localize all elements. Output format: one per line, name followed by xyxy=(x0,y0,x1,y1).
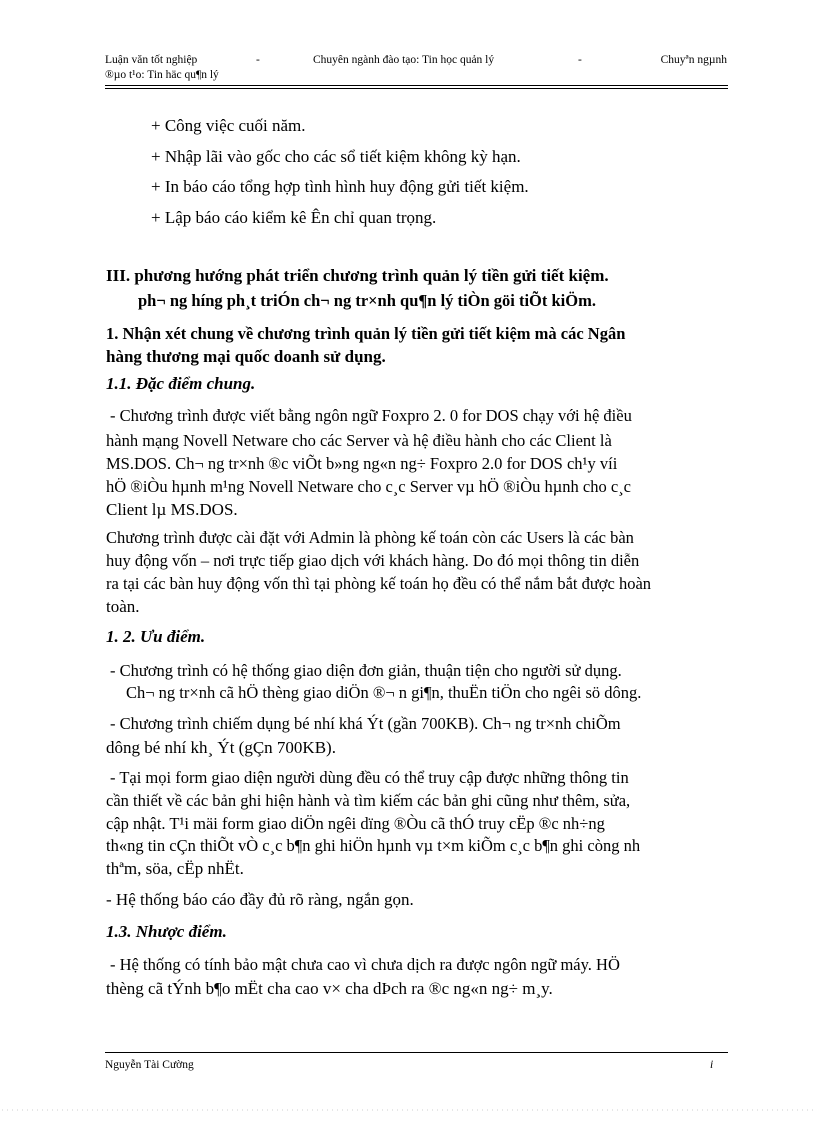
paragraph-line: - Tại mọi form giao diện người dùng đều có thể truy cập được những thông tin xyxy=(110,768,629,787)
paragraph-line: th«ng tin cÇn thiÕt vÒ c¸c b¶n ghi hiÖn hµnh vµ t×m kiÕm c¸c b¶n ghi còng nh xyxy=(106,836,641,855)
paragraph-line: thèng cã tÝnh b¶o mËt cha cao v× cha dÞch ra ®c ng«n ng÷ m¸y. xyxy=(106,979,553,998)
header-rule xyxy=(105,85,728,86)
paragraph-line: cần thiết về các bản ghi hiện hành và tìm kiếm các bản ghi cũng như thêm, sửa, xyxy=(106,791,631,810)
paragraph-line: - Chương trình có hệ thống giao diện đơn giản, thuận tiện cho người sử dụng. xyxy=(110,661,622,680)
section-heading-garbled: ph¬ ng híng ph¸t triÓn ch¬ ng tr×nh qu¶n lý tiÒn göi tiÕt kiÖm. xyxy=(138,291,596,310)
paragraph-line: hành mạng Novell Netware cho các Server và hệ điều hành cho các Client là xyxy=(106,431,612,450)
paragraph-line: - Chương trình chiếm dụng bé nhí khá Ýt (gần 700KB). Ch¬ ng tr×nh chiÕm xyxy=(110,714,621,733)
section-heading: III. phương hướng phát triển chương trình quản lý tiền gửi tiết kiệm. xyxy=(106,266,609,285)
paragraph-line: MS.DOS. Ch¬ ng tr×nh ®c viÕt b»ng ng«n ng÷ Foxpro 2.0 for DOS ch¹y víi xyxy=(106,454,618,473)
paragraph-line: Ch¬ ng tr×nh cã hÖ thèng giao diÖn ®¬ n gi¶n, thuËn tiÖn cho ngêi sö dông. xyxy=(126,683,642,702)
paragraph-line: thªm, söa, cËp nhËt. xyxy=(106,859,244,878)
footer-author: Nguyễn Tài Cường xyxy=(105,1059,194,1071)
list-item: + In báo cáo tổng hợp tình hình huy động gửi tiết kiệm. xyxy=(151,177,529,196)
subsection-heading: 1. Nhận xét chung về chương trình quản lý tiền gửi tiết kiệm mà các Ngân xyxy=(106,324,626,343)
header-line2: ®µo t¹o: Tin häc qu¶n lý xyxy=(105,69,219,81)
list-item: + Công việc cuối năm. xyxy=(151,116,306,135)
footer-rule xyxy=(105,1052,728,1053)
heading-1-1: 1.1. Đặc điểm chung. xyxy=(106,374,256,393)
paragraph-line: - Chương trình được viết bằng ngôn ngữ Foxpro 2. 0 for DOS chạy với hệ điều xyxy=(110,406,632,425)
paragraph-line: ra tại các bàn huy động vốn thì tại phòng kế toán họ đều có thể nắm bắt được hoàn xyxy=(106,574,652,593)
heading-1-3: 1.3. Nhược điểm. xyxy=(106,922,227,941)
subsection-heading: hàng thương mại quốc doanh sử dụng. xyxy=(106,347,386,366)
paragraph-line: Chương trình được cài đặt với Admin là phòng kế toán còn các Users là các bàn xyxy=(106,528,634,547)
heading-1-2: 1. 2. Ưu điểm. xyxy=(106,627,206,646)
header-center: Chuyên ngành đào tạo: Tin học quản lý xyxy=(313,54,495,66)
paragraph-line: toàn. xyxy=(106,597,140,616)
paragraph-line: dông bé nhí kh¸ Ýt (gÇn 700KB). xyxy=(106,738,336,757)
header-separator: - xyxy=(578,54,582,66)
page-edge-dots xyxy=(0,1108,816,1112)
header-left: Luận văn tốt nghiệp xyxy=(105,54,198,66)
header-right: Chuyªn ngµnh xyxy=(660,54,727,66)
list-item: + Lập báo cáo kiểm kê Ên chỉ quan trọng. xyxy=(151,208,437,227)
list-item: + Nhập lãi vào gốc cho các sổ tiết kiệm không kỳ hạn. xyxy=(151,147,521,166)
paragraph-line: hÖ ®iÒu hµnh m¹ng Novell Netware cho c¸c Server vµ hÖ ®iÒu hµnh cho c¸c xyxy=(106,477,631,496)
paragraph-line: - Hệ thống có tính bảo mật chưa cao vì chưa dịch ra được ngôn ngữ máy. HÖ xyxy=(110,955,620,974)
paragraph-line: huy động vốn – nơi trực tiếp giao dịch với khách hàng. Do đó mọi thông tin diễn xyxy=(106,551,640,570)
header-rule-thin xyxy=(105,88,728,89)
paragraph-line: cập nhật. T¹i mäi form giao diÖn ngêi dïng ®Òu cã thÓ truy cËp ®c nh÷ng xyxy=(106,814,605,833)
paragraph-line: - Hệ thống báo cáo đầy đủ rõ ràng, ngắn gọn. xyxy=(106,890,414,909)
header-separator: - xyxy=(256,54,260,66)
paragraph-line: Client lµ MS.DOS. xyxy=(106,500,238,519)
page-number: i xyxy=(710,1059,714,1071)
